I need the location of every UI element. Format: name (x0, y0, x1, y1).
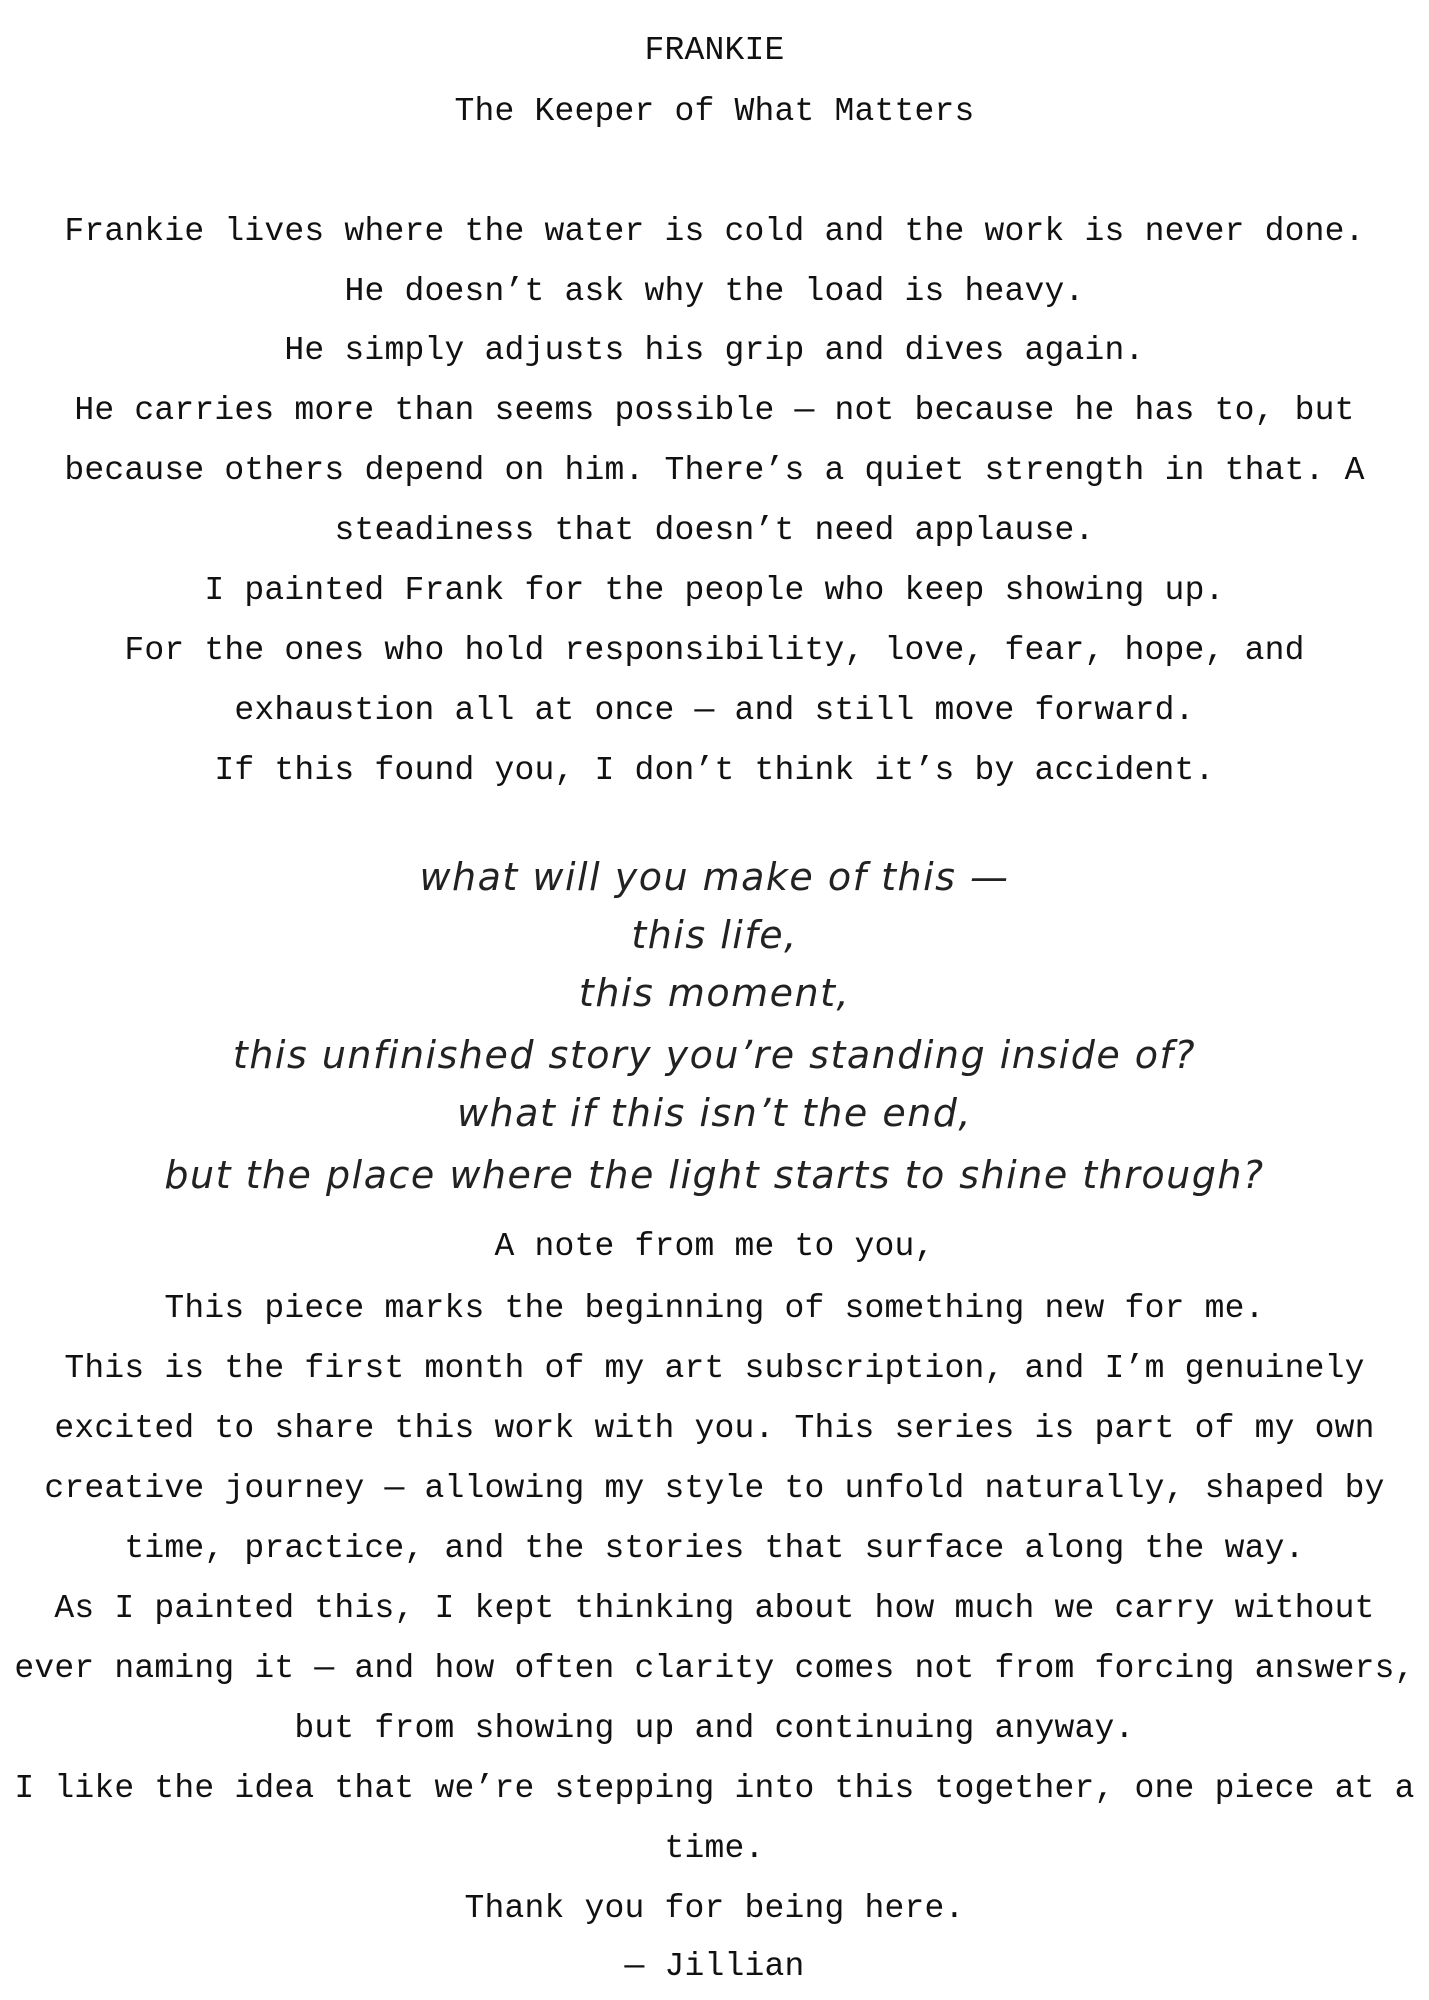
poem-line: what if this isn’t the end, (457, 1091, 972, 1135)
note-line: excited to share this work with you. This series is part of my own (54, 1410, 1375, 1447)
poem-line: this life, (631, 913, 798, 957)
story-line: I painted Frank for the people who keep showing up. (204, 572, 1225, 609)
note-line: time. (664, 1830, 765, 1867)
story-line: steadiness that doesn’t need applause. (334, 512, 1095, 549)
poem-line: this moment, (578, 971, 851, 1015)
note-line: but from showing up and continuing anyway. (294, 1710, 1135, 1747)
note-line: This piece marks the beginning of something new for me. (164, 1290, 1265, 1327)
story-line: He doesn’t ask why the load is heavy. (344, 273, 1085, 310)
story-line: because others depend on him. There’s a quiet strength in that. A (64, 452, 1365, 489)
story-line: Frankie lives where the water is cold and the work is never done. (64, 213, 1365, 250)
note-line: Thank you for being here. (464, 1890, 965, 1927)
story-line: He simply adjusts his grip and dives again. (284, 332, 1145, 369)
story-line: exhaustion all at once — and still move forward. (234, 692, 1195, 729)
document-subtitle: The Keeper of What Matters (454, 93, 975, 130)
poem-line: what will you make of this — (419, 855, 1010, 899)
note-line: creative journey — allowing my style to unfold naturally, shaped by (44, 1470, 1385, 1507)
note-heading: A note from me to you, (494, 1228, 935, 1265)
story-line: He carries more than seems possible — not because he has to, but (74, 392, 1355, 429)
note-line: As I painted this, I kept thinking about how much we carry without (54, 1590, 1375, 1627)
note-line: This is the first month of my art subscription, and I’m genuinely (64, 1350, 1365, 1387)
note-line: I like the idea that we’re stepping into this together, one piece at a (14, 1770, 1415, 1807)
poem-line: but the place where the light starts to shine through? (164, 1153, 1265, 1197)
story-line: If this found you, I don’t think it’s by accident. (214, 752, 1215, 789)
poem-line: this unfinished story you’re standing inside of? (232, 1033, 1197, 1077)
note-line: time, practice, and the stories that surface along the way. (124, 1530, 1305, 1567)
story-line: For the ones who hold responsibility, love, fear, hope, and (124, 632, 1305, 669)
note-line: ever naming it — and how often clarity comes not from forcing answers, (14, 1650, 1415, 1687)
signature: — Jillian (624, 1948, 805, 1985)
document-title: FRANKIE (644, 32, 785, 69)
